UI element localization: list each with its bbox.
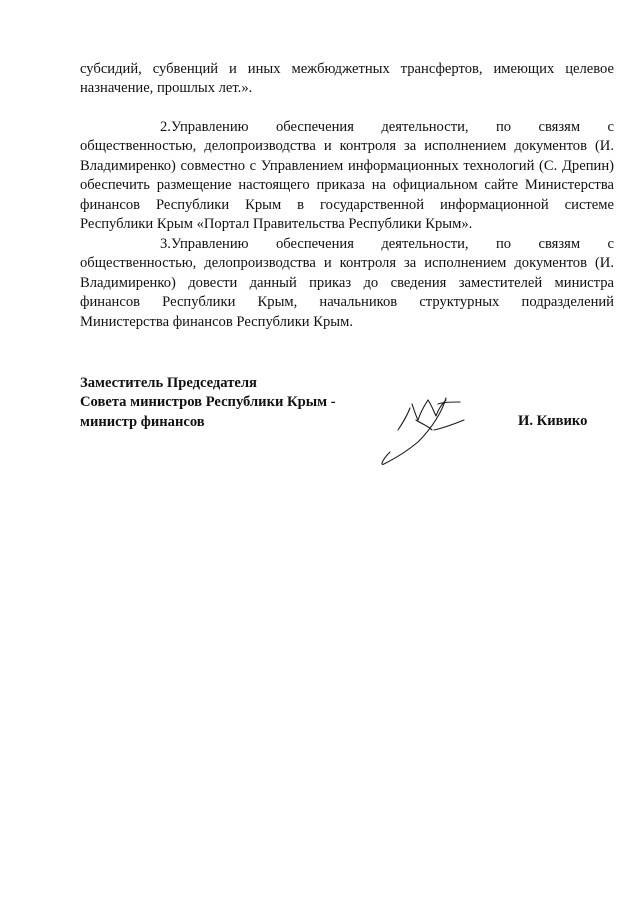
position-line-1: Заместитель Председателя: [80, 375, 257, 391]
paragraph-continuation: субсидий, субвенций и иных межбюджетных трансфертов, имеющих целевое назначение, прошлых лет.».: [80, 61, 614, 97]
paragraph-2: [80, 118, 614, 234]
paragraph-2-text: Управлению обеспечения деятельности, по связям с общественностью, делопроизводства и контроля за исполнением документов (И. Владимиренко) совместно с Управлением информационных технологий (С. Дрепин) обеспечить размещение настоящего приказа на официальном сайте Министерства финансов Республики Крым в государственной информационной системе Республики Крым «Портал Правительства Республики Крым».: [80, 119, 614, 233]
position-line-2: Совета министров Республики Крым -: [80, 394, 336, 411]
paragraph-2-number: 2.: [160, 119, 171, 135]
paragraph-3-text: Управлению обеспечения деятельности, по связям с общественностью, делопроизводства и контроля за исполнением документов (И. Владимиренко) довести данный приказ до сведения заместителей министра финансов Республики Крым, начальников структурных подразделений Министерства финансов Республики Крым.: [80, 236, 614, 330]
paragraph-3-number: 3.: [160, 236, 171, 252]
handwritten-signature-icon: [372, 390, 492, 470]
paragraph-3: [80, 235, 614, 332]
position-line-3: министр финансов: [80, 413, 205, 430]
signatory-position: [80, 374, 336, 432]
signer-name: И. Кивико: [518, 413, 588, 429]
